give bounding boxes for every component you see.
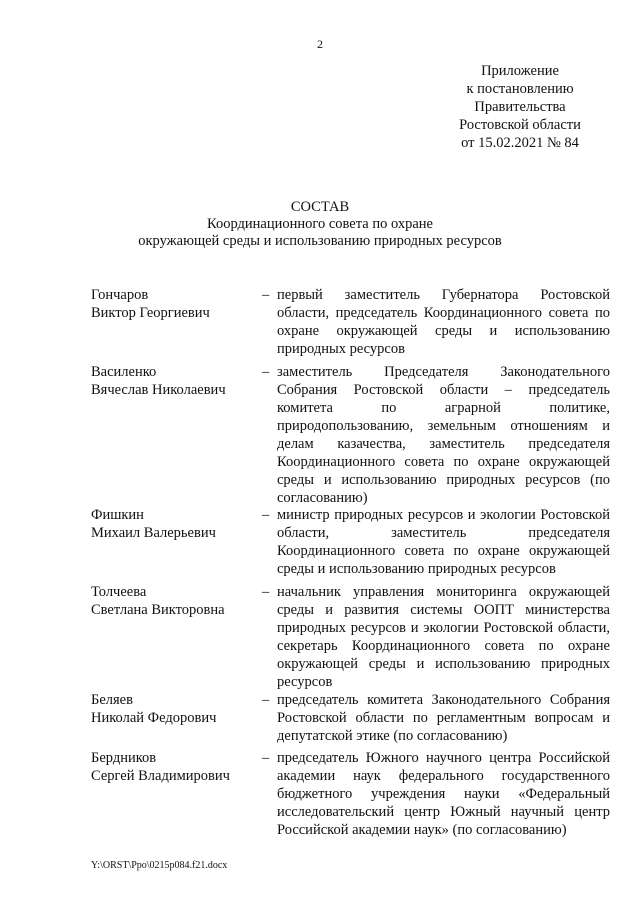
appendix-line: Правительства (474, 99, 566, 115)
member-surname: Фишкин (91, 507, 144, 523)
title-subtitle-line: Координационного совета по охране (207, 216, 433, 232)
member-role: первый заместитель Губернатора Ростовской области, председатель Координационного совета по охране окружающей среды и использованию природных ресурсов (277, 287, 610, 357)
member-surname: Толчеева (91, 584, 147, 600)
member-dash: – (262, 692, 270, 708)
member-role: председатель комитета Законодательного Собрания Ростовской области по регламентным вопросам и депутатской этике (по согласованию) (277, 692, 610, 744)
member-name (91, 749, 256, 785)
title-subtitle-line: окружающей среды и использованию природных ресурсов (138, 233, 502, 249)
member-given-names: Виктор Георгиевич (91, 305, 210, 321)
member-name (91, 363, 256, 399)
member-role: министр природных ресурсов и экологии Ростовской области, заместитель председателя Координационного совета по охране окружающей среды и использованию природных ресурсов (277, 507, 610, 577)
appendix-line: к постановлению (466, 81, 574, 97)
member-name (91, 583, 256, 619)
member-role: председатель Южного научного центра Российской академии наук федерального государственного бюджетного учреждения науки «Федеральный исследовательский центр Южный научный центр Российской академии наук» (по согласованию) (277, 750, 610, 838)
title-heading: СОСТАВ (290, 199, 350, 215)
member-dash: – (262, 287, 270, 303)
member-dash: – (262, 584, 270, 600)
member-surname: Беляев (91, 692, 133, 708)
appendix-block (440, 62, 600, 152)
member-given-names: Николай Федорович (91, 710, 217, 726)
member-surname: Бердников (91, 750, 157, 766)
appendix-line: Приложение (481, 63, 559, 79)
appendix-line: от 15.02.2021 № 84 (461, 135, 579, 151)
member-name (91, 506, 256, 542)
member-name (91, 286, 256, 322)
member-surname: Гончаров (91, 287, 149, 303)
appendix-line: Ростовской области (459, 117, 581, 133)
member-surname: Василенко (91, 364, 157, 380)
member-given-names: Вячеслав Николаевич (91, 382, 226, 398)
member-dash: – (262, 364, 270, 380)
member-dash: – (262, 507, 270, 523)
page-number: 2 (317, 37, 323, 51)
member-name (91, 691, 256, 727)
member-role: начальник управления мониторинга окружающей среды и развития системы ООПТ министерства природных ресурсов и экологии Ростовской области, секретарь Координационного совета по охране окружающей среды и использованию природных ресурсов (277, 584, 610, 690)
member-given-names: Михаил Валерьевич (91, 525, 216, 541)
document-title (0, 199, 640, 250)
member-given-names: Сергей Владимирович (91, 768, 230, 784)
member-role: заместитель Председателя Законодательного Собрания Ростовской области – председатель комитета по аграрной политике, природопользованию, земельным отношениям и делам казачества, заместитель председателя Координационного совета по охране окружающей среды и использованию природных ресурсов (по согласованию) (277, 364, 610, 506)
member-given-names: Светлана Викторовна (91, 602, 225, 618)
file-path-footer: Y:\ORST\Ppo\0215p084.f21.docx (91, 860, 228, 871)
member-dash: – (262, 750, 270, 766)
